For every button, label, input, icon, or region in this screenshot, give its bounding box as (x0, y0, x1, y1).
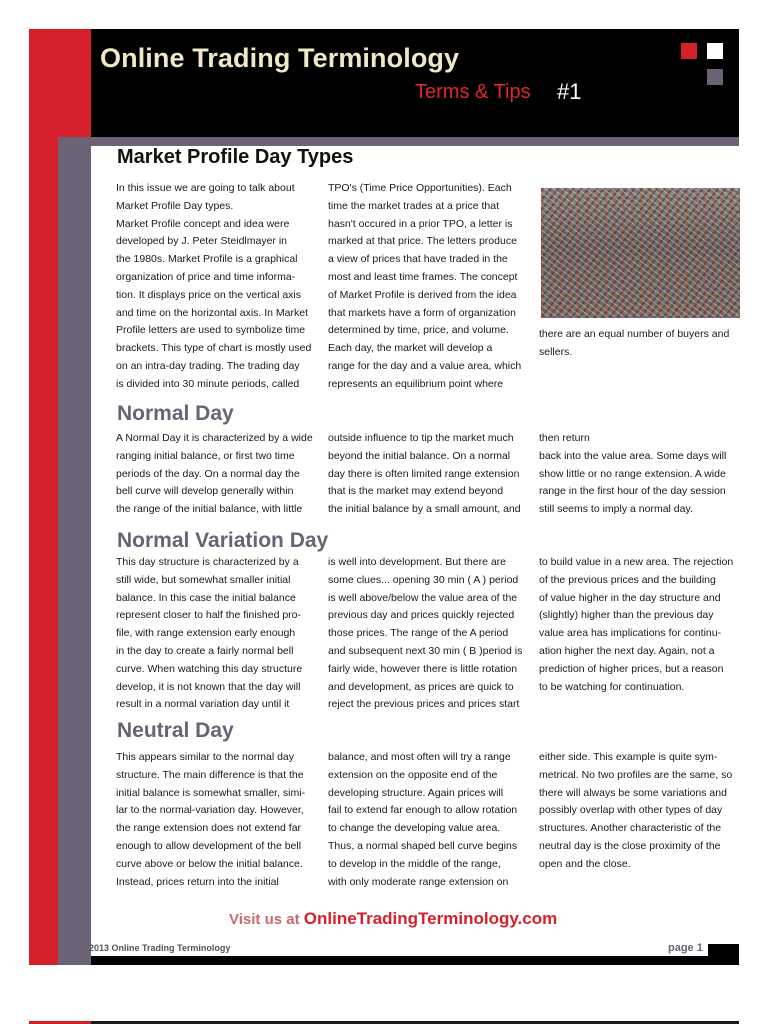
section-title-normal-variation-day: Normal Variation Day (117, 529, 329, 552)
decor-square-red (681, 43, 697, 59)
intro-col-3: there are an equal number of buyers and sellers. (539, 328, 730, 358)
neutral-day-col-3: either side. This example is quite sym- metrical. No two profiles are the same, so there will always be some variations and possibly overlap with other types of day structures. Another characteristic of the neutral day is the close proximity of the open and the close. (539, 751, 733, 870)
footer-corner-block (708, 944, 739, 957)
decor-square-white (707, 43, 723, 59)
neutral-day-col-1: This appears similar to the normal day structure. The main difference is that the initial balance is somewhat smaller, simi- lar to the normal-variation day. However, the range extension does not extend far enough to allow development of the bell curve above or below the initial balance. Instead, prices return into the initial (116, 751, 306, 888)
crowd-photo (541, 188, 740, 318)
newsletter-title: Online Trading Terminology (100, 43, 460, 73)
normal-day-col-1: A Normal Day it is characterized by a wide ranging initial balance, or first two time periods of the day. On a normal day the bell curve will develop generally within the range of the initial balance, with little (116, 432, 313, 516)
normal-variation-col-3: to build value in a new area. The rejection of the previous prices and the building of value higher in the day structure and (slightly) higher than the previous day value area has implications for continu- ation higher the next day. Again, not a prediction of higher prices, but a reason to be watching for continuation. (539, 556, 734, 693)
decor-square-gray (707, 69, 723, 85)
section-title-neutral-day: Neutral Day (117, 719, 234, 742)
neutral-day-col-2: balance, and most often will try a range extension on the opposite end of the developing structure. Again prices will fail to extend far enough to allow rotation to change the developing value area. Thus, a normal shaped bell curve begins to develop in the middle of the range, with only moderate range extension on (328, 751, 518, 888)
normal-variation-col-1: This day structure is characterized by a still wide, but somewhat smaller initial balance. In this case the initial balance represent closer to half the finished pro- file, with range extension early enough in the day to create a fairly normal bell curve. When watching this day structure develop, it is not known that the day will result in a normal variation day until it (116, 556, 303, 711)
normal-day-col-2: outside influence to tip the market much beyond the initial balance. On a normal day there is often limited range extension that is the market may extend beyond the initial balance by a small amount, and (328, 432, 521, 516)
visit-banner (229, 909, 557, 929)
normal-variation-col-2: is well into development. But there are some clues... opening 30 min ( A ) period is well above/below the value area of the previous day and prices quickly rejected those prices. The range of the A period and subsequent next 30 min ( B )period is fairly wide, however there is little rotation and development, as prices are quick to reject the previous prices and prices start (328, 556, 523, 711)
issue-number: #1 (557, 79, 582, 104)
visit-lead-text: Visit us at (229, 911, 304, 928)
intro-col-2: TPO's (Time Price Opportunities). Each time the market trades at a price that hasn't occured in a prior TPO, a letter is marked at that price. The letters produce a view of prices that have traded in the most and least time frames. The concept of Market Profile is derived from the idea that markets have a form of organization determined by time, price, and volume. Each day, the market will develop a range for the day and a value area, which represents an equilibrium point where (328, 182, 522, 390)
section-title-normal-day: Normal Day (117, 402, 234, 425)
footer-bar (91, 956, 739, 965)
website-link[interactable]: OnlineTradingTerminology.com (303, 909, 558, 928)
intro-col-1: In this issue we are going to talk about Market Profile Day types. Market Profile concept and idea were developed by J. Peter Steidlmayer in the 1980s. Market Profile is a graphical organization of price and time informa- tion. It displays price on the vertical axis and time on the horizontal axis. In Market Profile letters are used to symbolize time brackets. This type of chart is mostly used on an intra-day trading. The trading day is divided into 30 minute periods, called (116, 182, 312, 390)
header-underline (91, 137, 739, 146)
left-gray-stripe (58, 137, 91, 965)
normal-day-col-3: then return back into the value area. Some days will show little or no range extension. A wide range in the first hour of the day session still seems to imply a normal day. (539, 432, 727, 516)
footer-copyright: 2013 Online Trading Terminology (89, 943, 231, 953)
page-title: Market Profile Day Types (117, 146, 354, 168)
newsletter-tagline: Terms & Tips (415, 81, 531, 103)
page-number: page 1 (668, 942, 703, 954)
